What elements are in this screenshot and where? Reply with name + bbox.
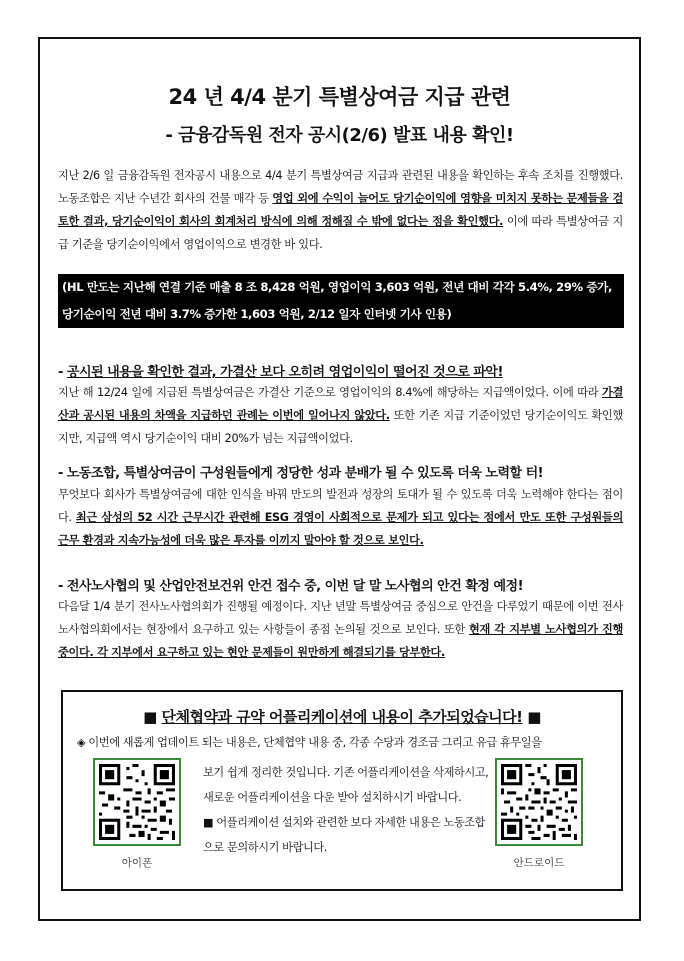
qr-code-icon: [501, 764, 577, 840]
section3-heading-text: 전사노사협의 및 산업안전보건위 안건 접수 중, 이번 달 말 노사협의 안건 확정 예정!: [66, 579, 524, 594]
qr-label-iphone: 아이폰: [121, 857, 153, 869]
app-notice-title: [63, 706, 621, 727]
section1-text: 지난 해 12/24 일에 지급된 특별상여금은 가결산 기준으로 영업이익의 8.4%에 해당하는 지급액이었다. 이에 따라: [58, 386, 602, 399]
app-notice-lead-text: 이번에 새롭게 업데이트 되는 내용은, 단체협약 내용 중, 각종 수당과 경조금 그리고 유급 휴무일을: [88, 736, 542, 749]
section1-paragraph: [58, 381, 623, 450]
section2-underlined: 최근 삼성의 52 시간 근무시간 관련해 ESG 경영이 사회적으로 문제가 되고 있다는 점에서 만도 또한 구성원들의 근무 환경과 지속가능성에 더욱 많은 투자를 이끼지 말아야 할 것으로 보인다.: [58, 511, 623, 547]
section3-heading: - 전사노사협의 및 산업안전보건위 안건 접수 중, 이번 달 말 노사협의 안건 확정 예정!: [58, 579, 524, 594]
qr-code-iphone[interactable]: [93, 758, 181, 846]
square-bullet-icon: ■: [527, 708, 541, 726]
diamond-bullet-icon: ◈: [77, 736, 86, 749]
app-notice-desc2: ■ 어플리케이션 설치와 관련한 보다 자세한 내용은 노동조합으로 문의하시기 바랍니다.: [203, 816, 486, 854]
qr-label-android: 안드로이드: [513, 857, 565, 869]
document-subtitle: - 금융감독원 전자 공시(2/6) 발표 내용 확인!: [165, 125, 514, 146]
qr-code-android[interactable]: [495, 758, 583, 846]
app-notice-desc1: 보기 쉽게 정리한 것입니다. 기존 어플리케이션을 삭제하시고, 새로운 어플리케이션을 다운 받아 설치하시기 바랍니다.: [203, 766, 489, 804]
section3-text: 다음달 1/4 분기 전사노사협의회가 진행될 예정이다. 지난 년말 특별상여금 중심으로 안건을 다루었기 때문에 이번 전사노사협의회에서는 현장에서 요구하고 있는 사항들이 종점 논의될 것으로 보인다. 또한: [58, 600, 623, 636]
section3-underlined: 현재 각 지부별 노사협의가 진행 중이다. 각 지부에서 요구하고 있는 현안 문제들이 원만하게 해결되기를 당부한다.: [58, 623, 623, 659]
section2-heading-text: 노동조합, 특별상여금이 구성원들에게 정당한 성과 분배가 될 수 있도록 더욱 노력할 터!: [66, 466, 544, 481]
document-title: 24 년 4/4 분기 특별상여금 지급 관련: [168, 85, 511, 109]
app-notice-description: [203, 760, 489, 860]
intro-paragraph: [58, 164, 623, 256]
app-notice-title-text: 단체협약과 규약 어플리케이션에 내용이 추가되었습니다!: [161, 708, 523, 726]
section1-text-2: 또한 기존 지급 기준이었던 당기순이익도 확인했지만, 지급액 역시 당기순이익 대비 20%가 넘는 지급액이었다.: [58, 409, 623, 445]
section2-paragraph: [58, 483, 623, 552]
app-notice-box: [61, 690, 623, 891]
square-bullet-icon: ■: [143, 708, 157, 726]
section3-paragraph: [58, 595, 623, 664]
qr-code-icon: [99, 764, 175, 840]
document-frame: [38, 37, 641, 921]
intro-text-2: 이에 따라 특별상여금 지급 기준을 당기순이익에서 영업이익으로 변경한 바 있다.: [58, 215, 623, 251]
intro-underlined: 영업 외에 수익이 늘어도 당기순이익에 영향을 미치지 못하는 문제들을 검토한 결과, 당기순이익이 회사의 회계처리 방식에 의해 정해질 수 밖에 없다는 점을 확인했다.: [58, 192, 623, 228]
highlight-box: (HL 만도는 지난해 연결 기준 매출 8 조 8,428 억원, 영업이익 3,603 억원, 전년 대비 각각 5.4%, 29% 증가, 당기순이익 전년 대비 3.7% 증가한 1,603 억원, 2/12 일자 인터넷 기사 인용): [58, 274, 624, 328]
intro-text: 지난 2/6 일 금융감독원 전자공시 내용으로 4/4 분기 특별상여금 지급과 관련된 내용을 확인하는 후속 조치를 진행했다. 노동조합은 지난 수년간 회사의 건물 매각 등: [58, 169, 623, 205]
app-notice-lead: [77, 734, 607, 750]
section1-underlined: 가결산과 공시된 내용의 차액을 지급하던 관례는 이번에 일어나지 않았다.: [58, 386, 623, 422]
section1-heading: - 공시된 내용을 확인한 결과, 가결산 보다 오히려 영업이익이 떨어진 것으로 파악!: [58, 365, 503, 380]
section2-text: 무엇보다 회사가 특별상여금에 대한 인식을 바꿔 만도의 발전과 성장의 토대가 될 수 있도록 더욱 노력해야 한다는 점이다.: [58, 488, 623, 524]
section1-heading-text: 공시된 내용을 확인한 결과, 가결산 보다 오히려 영업이익이 떨어진 것으로 파악!: [66, 365, 503, 380]
section2-heading: - 노동조합, 특별상여금이 구성원들에게 정당한 성과 분배가 될 수 있도록 더욱 노력할 터!: [58, 466, 544, 481]
